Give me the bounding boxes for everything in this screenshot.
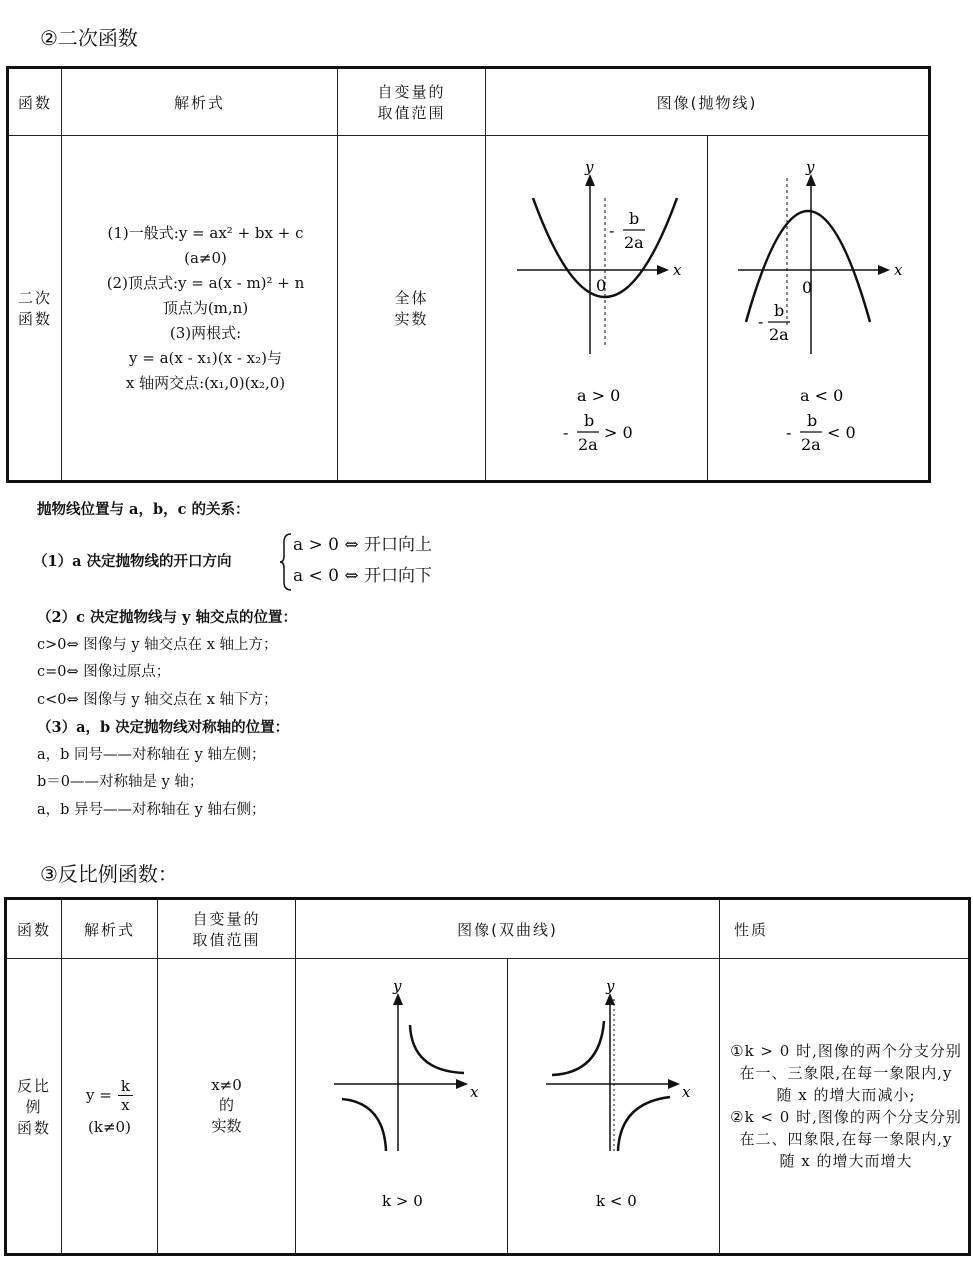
hyperbola-negative-graph — [510, 959, 718, 1249]
frac-minus: - — [608, 221, 614, 240]
formula-roots-points: x 轴两交点:(x₁,0)(x₂,0) — [125, 373, 286, 392]
formula-cell — [62, 136, 338, 482]
branch-q2 — [552, 1021, 604, 1075]
row-label-line2: 函数 — [17, 310, 52, 328]
ab-line-1: a，b 同号——对称轴在 y 轴左侧； — [37, 746, 266, 763]
a-positive: a > 0 ⇔ 开口向上 — [293, 535, 433, 555]
parabola-down-curve — [746, 211, 870, 322]
c-line-3: c<0⇔ 图像与 y 轴交点在 x 轴下方； — [37, 691, 278, 708]
header-domain-line1: 自变量的 — [192, 910, 261, 928]
x-axis-arrow — [668, 1079, 680, 1089]
section-title-inverse: ③反比例函数： — [40, 862, 178, 886]
y-label: y — [584, 158, 593, 176]
parabola-up-graph — [487, 136, 707, 476]
origin-label: 0 — [802, 278, 813, 297]
condition-a: a > 0 — [576, 386, 620, 405]
condition-k-positive: k > 0 — [381, 1192, 423, 1210]
row-label-line1: 二次 — [17, 289, 52, 307]
y-label: y — [392, 977, 401, 995]
inverse-table — [4, 897, 971, 1256]
expression-fraction — [86, 1077, 133, 1114]
domain-line1: x≠0 — [211, 1076, 242, 1094]
c-line-2: c=0⇔ 图像过原点； — [37, 664, 171, 680]
row-label-quadratic — [8, 136, 62, 482]
y-label: y — [605, 977, 614, 995]
header-domain-line1: 自变量的 — [377, 83, 446, 101]
header-function: 函数 — [8, 68, 62, 136]
header-domain-line2: 取值范围 — [377, 104, 446, 122]
x-label: x — [894, 261, 903, 279]
brace-icon — [279, 532, 293, 592]
row-label-inverse — [6, 959, 62, 1255]
origin-label: 0 — [595, 276, 606, 295]
x-label: x — [469, 1083, 478, 1101]
graph-cell-up — [486, 136, 708, 482]
relations-heading: 抛物线位置与 a，b，c 的关系： — [37, 501, 250, 518]
domain-cell — [338, 136, 486, 482]
ab-line-3: a，b 异号——对称轴在 y 轴右侧； — [37, 801, 266, 818]
x-label: x — [681, 1083, 690, 1101]
frac-numerator: b — [774, 301, 785, 320]
branch-q4 — [618, 1097, 670, 1151]
parabola-down-graph — [708, 136, 928, 476]
x-axis-arrow — [657, 265, 669, 275]
property-k-positive: ①k > 0 时,图像的两个分支分别在一、三象限,在每一象限内,y 随 x 的增大而减小; — [730, 1042, 962, 1104]
formula-general: (1)一般式:y = ax² + bx + c — [107, 223, 304, 242]
row-label-line3: 函数 — [16, 1118, 51, 1137]
a-relation-label: （1）a 决定抛物线的开口方向 — [33, 553, 232, 570]
header-function: 函数 — [6, 899, 62, 959]
hyperbola-positive-graph — [298, 959, 506, 1249]
expression-cell — [62, 959, 158, 1255]
row-label-line2: 例 — [25, 1097, 43, 1116]
quadratic-table — [6, 66, 931, 483]
cond-frac-denominator: 2a — [801, 435, 821, 454]
domain-cell — [158, 959, 296, 1255]
header-graph: 图像(双曲线) — [296, 899, 720, 959]
a-negative: a < 0 ⇔ 开口向下 — [293, 566, 433, 586]
frac-numerator: b — [628, 209, 639, 228]
cond-frac-denominator: 2a — [577, 435, 598, 454]
c-line-1: c>0⇔ 图像与 y 轴交点在 x 轴上方； — [37, 636, 278, 653]
condition-k-negative: k < 0 — [595, 1192, 637, 1210]
property-k-negative: ②k < 0 时,图像的两个分支分别在二、四象限,在每一象限内,y 随 x 的增大而增大 — [730, 1108, 962, 1170]
x-axis-arrow — [878, 265, 890, 275]
formula-vertex: (2)顶点式:y = a(x - m)² + n — [106, 273, 305, 292]
formula-vertex-point: 顶点为(m,n) — [162, 298, 249, 317]
domain-line3: 实数 — [211, 1117, 242, 1135]
condition-b: < 0 — [827, 423, 856, 442]
c-heading: （2）c 决定抛物线与 y 轴交点的位置： — [37, 609, 297, 626]
section-title-quadratic: ②二次函数 — [40, 26, 138, 50]
x-axis-arrow — [456, 1079, 468, 1089]
expr-condition: (k≠0) — [88, 1117, 131, 1136]
domain-line1: 全体 — [394, 289, 429, 307]
branch-q1 — [410, 1025, 464, 1073]
graph-cell-k-positive — [296, 959, 508, 1255]
expr-numerator: k — [118, 1077, 133, 1096]
cond-minus: - — [786, 423, 792, 442]
row-label-line1: 反比 — [16, 1076, 51, 1095]
expr-denominator: x — [121, 1095, 130, 1114]
condition-b: > 0 — [603, 423, 633, 442]
domain-line2: 实数 — [394, 310, 429, 328]
header-properties: 性质 — [720, 899, 970, 959]
formula-general-cond: (a≠0) — [184, 248, 227, 267]
ab-line-2: b＝0——对称轴是 y 轴； — [37, 774, 204, 790]
header-domain-line2: 取值范围 — [192, 931, 261, 949]
ab-heading: （3）a，b 决定抛物线对称轴的位置： — [37, 719, 290, 736]
cond-frac-numerator: b — [583, 411, 594, 430]
branch-q3 — [342, 1099, 386, 1151]
formula-roots-title: (3)两根式: — [169, 323, 242, 342]
graph-cell-down — [708, 136, 930, 482]
x-label: x — [672, 261, 681, 279]
header-graph: 图像(抛物线) — [486, 68, 930, 136]
condition-a: a < 0 — [800, 386, 844, 405]
cond-minus: - — [562, 423, 568, 442]
expr-lhs: y = — [86, 1086, 112, 1104]
y-label: y — [806, 158, 815, 176]
header-domain — [158, 899, 296, 959]
domain-line2: 的 — [218, 1096, 234, 1114]
frac-denominator: 2a — [623, 233, 644, 252]
frac-denominator: 2a — [769, 325, 789, 344]
header-expression: 解析式 — [62, 68, 338, 136]
c-relation — [37, 604, 297, 824]
graph-cell-k-negative — [508, 959, 720, 1255]
header-expression: 解析式 — [62, 899, 158, 959]
cond-frac-numerator: b — [807, 411, 818, 430]
formula-roots: y = a(x - x₁)(x - x₂)与 — [128, 348, 282, 367]
properties-cell — [720, 959, 970, 1255]
header-domain — [338, 68, 486, 136]
frac-minus: - — [758, 312, 764, 331]
